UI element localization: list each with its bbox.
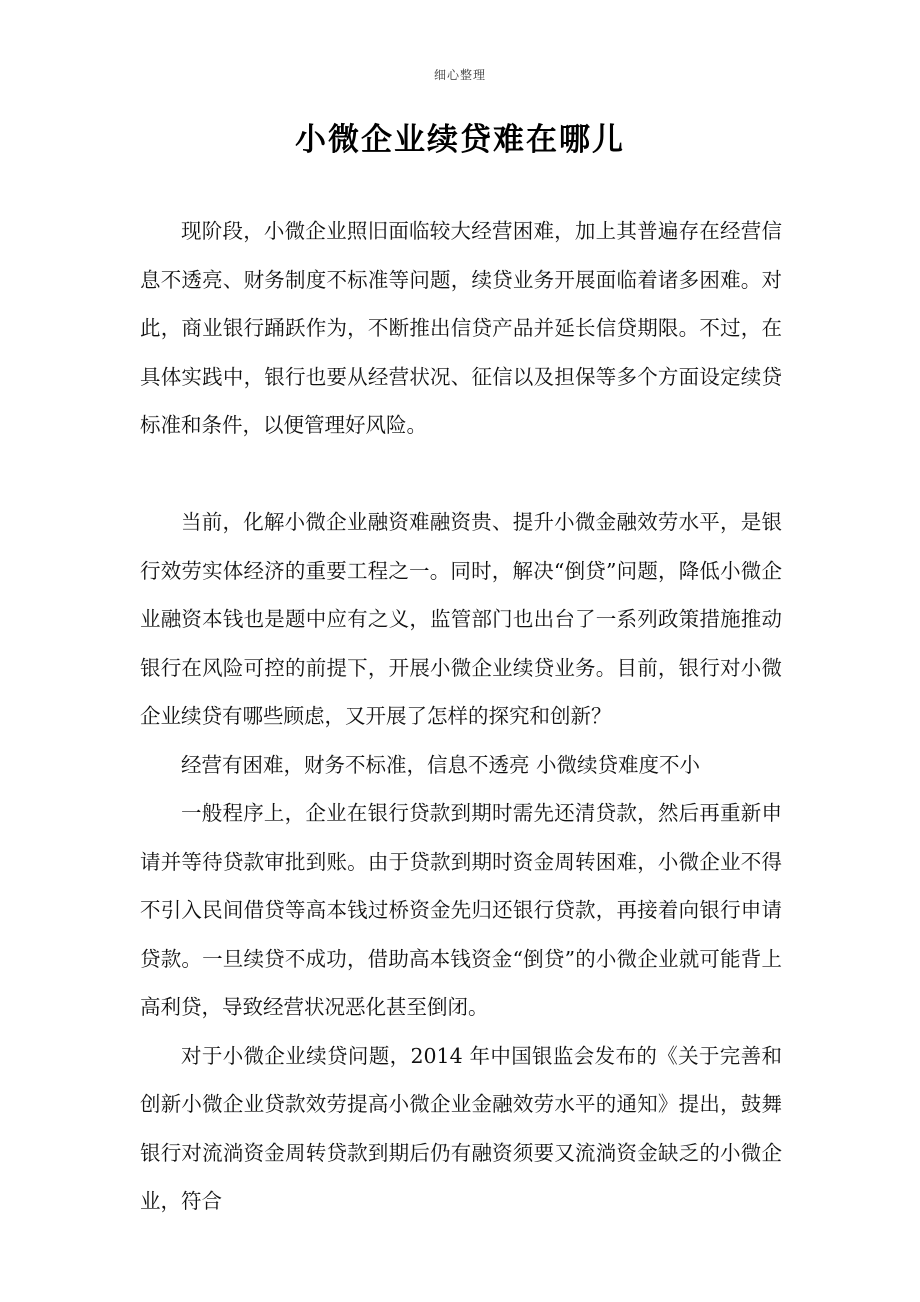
paragraph: 现阶段，小微企业照旧面临较大经营困难，加上其普遍存在经营信息不透亮、财务制度不标准等问题，续贷业务开展面临着诸多困难。对此，商业银行踊跃作为，不断推出信贷产品并延长信贷期限。不过，在具体实践中，银行也要从经营状况、征信以及担保等多个方面设定续贷标准和条件，以便管理好风险。 xyxy=(140,219,782,437)
body-block-2 xyxy=(140,498,782,1226)
paragraph: 当前，化解小微企业融资难融资贵、提升小微金融效劳水平，是银行效劳实体经济的重要工程之一。同时，解决“倒贷”问题，降低小微企业融资本钱也是题中应有之义，监管部门也出台了一系列政策措施推动银行在风险可控的前提下，开展小微企业续贷业务。目前，银行对小微企业续贷有哪些顾虑，又开展了怎样的探究和创新？ xyxy=(140,510,782,728)
section-heading: 经营有困难，财务不标准，信息不透亮 小微续贷难度不小 xyxy=(181,752,701,777)
running-header: 细心整理 xyxy=(433,68,486,82)
paragraph: 对于小微企业续贷问题，2014 年中国银监会发布的《关于完善和创新小微企业贷款效劳提高小微企业金融效劳水平的通知》提出，鼓舞银行对流淌资金周转贷款到期后仍有融资须要又流淌资金缺乏的小微企业，符合 xyxy=(140,1043,782,1213)
paragraph: 一般程序上，企业在银行贷款到期时需先还清贷款，然后再重新申请并等待贷款审批到账。由于贷款到期时资金周转困难，小微企业不得不引入民间借贷等高本钱过桥资金先归还银行贷款，再接着向银行申请贷款。一旦续贷不成功，借助高本钱资金“倒贷”的小微企业就可能背上高利贷，导致经营状况恶化甚至倒闭。 xyxy=(140,801,782,1019)
body-block-1 xyxy=(140,207,782,450)
document-title: 小微企业续贷难在哪儿 xyxy=(295,122,625,158)
